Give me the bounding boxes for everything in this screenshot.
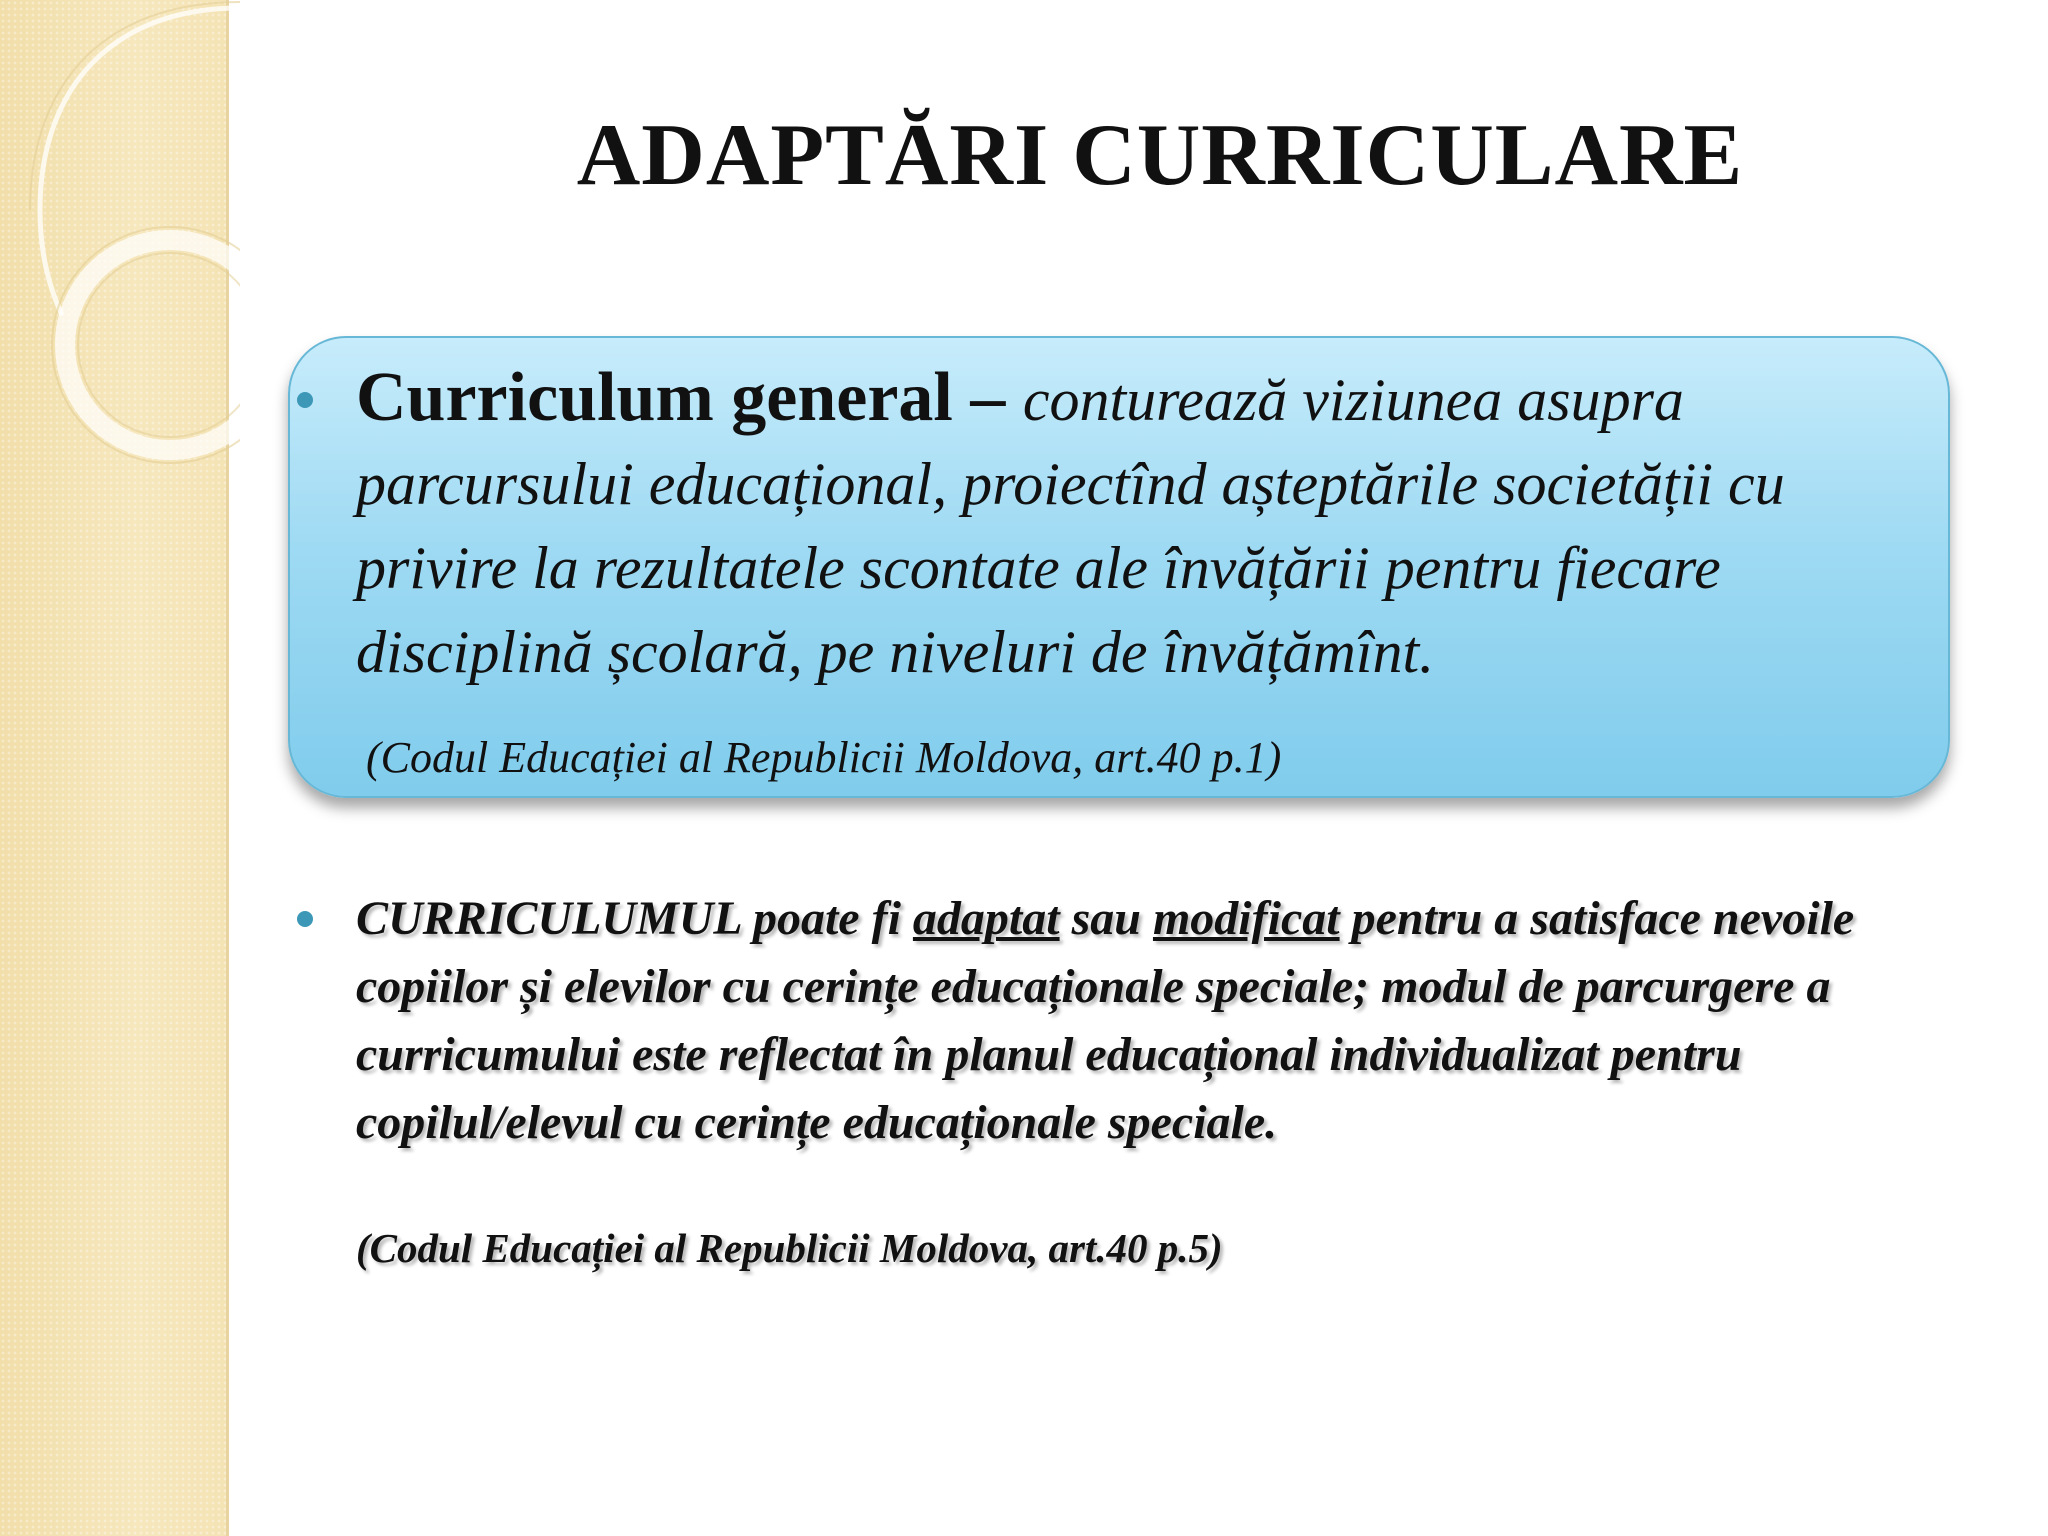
curriculum-adaptation-paragraph [356,885,1946,1157]
paragraph-rest: pentru a satisface nevoile copiilor și elevilor cu cerințe educaționale speciale; modul de parcurgere a curricumului este reflectat în planul educațional individualizat pentru copilul/elevul cu cerințe educaționale speciale. [356,892,1855,1149]
curriculum-general-definition [356,356,1936,694]
paragraph-connector: sau [1059,892,1153,945]
paragraph-citation: (Codul Educației al Republicii Moldova, art.40 p.5) [356,1225,1223,1271]
bullet-icon [297,911,313,927]
bullet-icon [297,392,313,408]
paragraph-lead: CURRICULUMUL poate fi [356,892,913,945]
definition-term: Curriculum general – [356,359,1023,436]
definition-citation: (Codul Educației al Republicii Moldova, art.40 p.1) [366,733,1282,782]
definition-text: conturează viziunea asupra parcursului educațional, proiectînd așteptările societății cu privire la rezultatele scontate ale învățării pentru fiecare disciplină școlară, pe niveluri de învățămînt. [356,367,1785,685]
underlined-word-modificat: modificat [1152,892,1340,945]
underlined-word-adaptat: adaptat [912,892,1060,945]
slide-title: ADAPTĂRI CURRICULARE [576,107,1744,204]
decorative-rings-icon [0,0,240,520]
